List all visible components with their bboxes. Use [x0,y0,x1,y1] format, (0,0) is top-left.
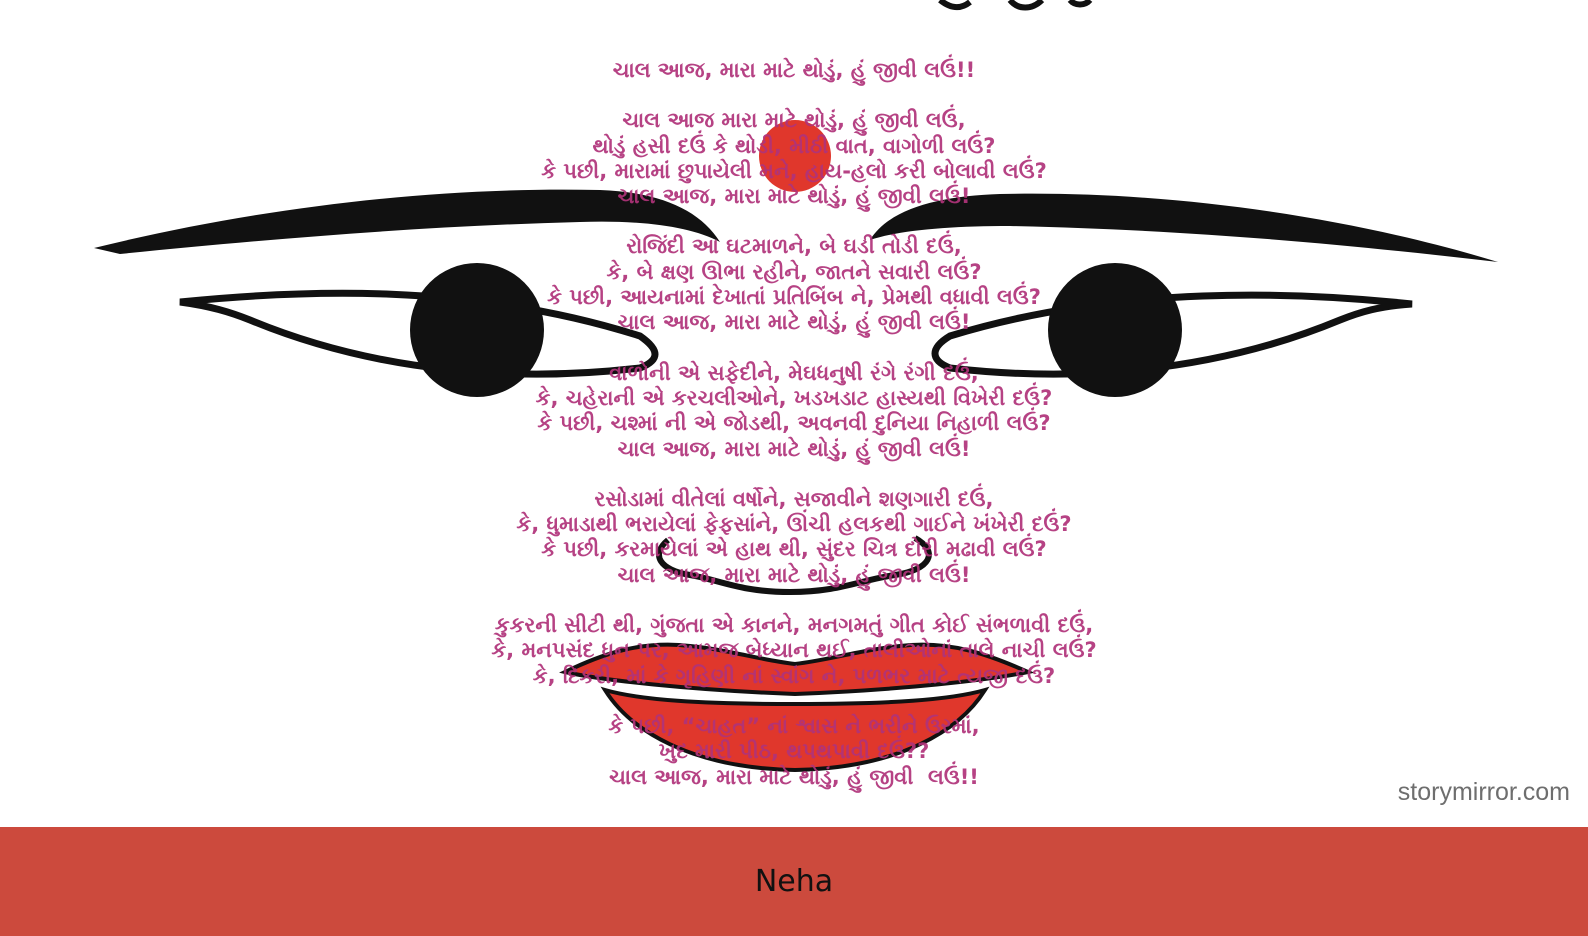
author-footer [0,827,1588,936]
title-remnant-shape [940,0,1090,8]
poem-line: રસોડામાં વીતેલાં વર્ષોને, સજાવીને શણગારી દઉં, [594,486,994,511]
poem-line: કે, ધુમાડાથી ભરાયેલાં ફેફસાંને, ઊંચી હલકથી ગાઈને ખંખેરી દઉં? [516,512,1072,537]
poem-line: કે પછી, કરમાયેલાં એ હાથ થી, સુંદર ચિત્ર દોરી મઢાવી લઉં? [541,537,1047,562]
poem-line: કે, દિકરી, માં કે ગૃહિણી નાં સ્વાંગ ને, પળભર માટે ત્યજી દઉં? [532,663,1056,688]
poem-line: કે પછી, “ચાહત” નાં શ્વાસ ને ભરીને ઉરમાં, [608,713,980,738]
poem-line: થોડું હસી દઉં કે થોડી, મીઠી વાત, વાગોળી લઉં? [592,133,996,158]
poem-line: કે પછી, ચશ્માં ની એ જોડથી, અવનવી દુનિયા નિહાળી લઉં? [537,411,1051,436]
poem-stanza [0,234,1588,335]
poem-line: ચાલ આજ, મારા માટે થોડું, હું જીવી લઉં! [617,562,971,587]
poem-line: ચાલ આજ, મારા માટે થોડું, હું જીવી લઉં! [617,310,971,335]
poem-line: કે, ચહેરાની એ કરચલીઓને, ખડખડાટ હાસ્યથી વિખેરી દઉં? [535,385,1053,410]
poem-stanza [0,58,1588,83]
poem-line: રોજિંદી આ ઘટમાળને, બે ઘડી તોડી દઉં, [626,234,962,259]
poem-stanza [0,613,1588,689]
poem-line: કે પછી, આયનામાં દેખાતાં પ્રતિબિંબ ને, પ્રેમથી વધાવી લઉં? [547,285,1041,310]
poem-line: વાળોની એ સફેદીને, મેઘધનુષી રંગે રંગી દઉં, [609,360,979,385]
poem-text [0,58,1588,790]
poem-line: કુકરની સીટી થી, ગુંજતા એ કાનને, મનગમતું ગીત કોઈ સંભળાવી દઉં, [494,613,1094,638]
poem-line: ચાલ આજ મારા માટે થોડું, હું જીવી લઉં, [622,108,966,133]
poem-line: કે પછી, મારામાં છુપાયેલી મને, હાય-હલો કરી બોલાવી લઉં? [541,158,1047,183]
poem-line: કે, મનપસંદ ધુન પર, આમજ બેધ્યાન થઈ, તાલીઓનાં તાલે નાચી લઉં? [491,638,1097,663]
poem-line: ચાલ આજ, મારા માટે થોડું, હું જીવી લઉં!! [609,764,979,789]
poem-stanza [0,714,1588,790]
poem-line: ખુદ મારી પીઠ, થપથપાવી દઉં?? [658,739,930,764]
poem-line: ચાલ આજ, મારા માટે થોડું, હું જીવી લઉં! [617,184,971,209]
poem-stanza [0,361,1588,462]
author-name: Neha [754,864,834,899]
poem-line: ચાલ આજ, મારા માટે થોડું, હું જીવી લઉં! [617,436,971,461]
poem-line: ચાલ આજ, મારા માટે થોડું, હું જીવી લઉં!! [612,58,976,82]
poem-line: કે, બે ક્ષણ ઊભા રહીને, જાતને સવારી લઉં? [606,259,982,284]
poem-stanza [0,108,1588,209]
poem-stanza [0,487,1588,588]
storymirror-watermark: storymirror.com [1397,778,1570,806]
